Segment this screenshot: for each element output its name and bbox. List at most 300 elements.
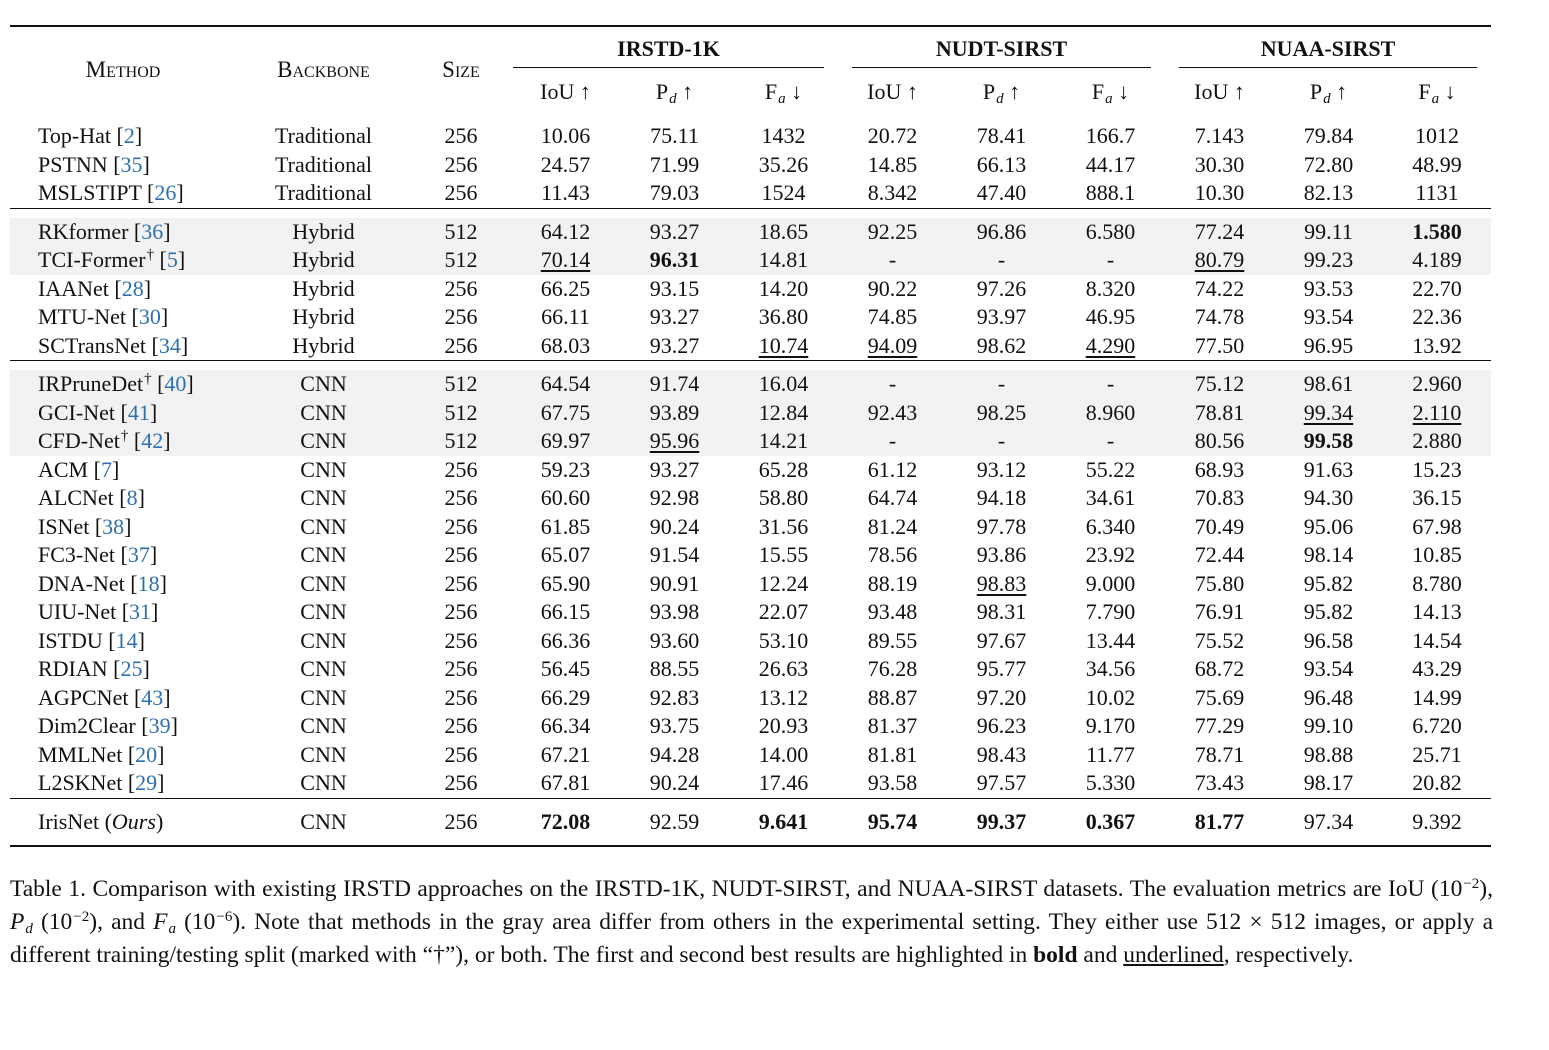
value-cell [1274, 769, 1383, 798]
value: 12.24 [758, 570, 809, 596]
value: 98.88 [1303, 741, 1354, 767]
value-cell [1056, 427, 1165, 456]
value: 64.74 [867, 485, 918, 510]
method-cell: IAANet [28] [38, 275, 152, 301]
size-cell: 256 [444, 304, 478, 329]
method-cell: DNA-Net [18] [38, 570, 167, 596]
value: 48.99 [1412, 151, 1462, 177]
value-cell [1274, 275, 1383, 304]
citation-link[interactable]: 35 [120, 151, 143, 177]
backbone-cell: CNN [236, 427, 411, 456]
value-cell [1274, 246, 1383, 275]
value-cell [620, 741, 729, 770]
value-cell [947, 332, 1056, 361]
value: 44.17 [1085, 151, 1136, 177]
citation-link[interactable]: 2 [123, 123, 135, 148]
metric-subscript: a [1105, 91, 1113, 107]
value-cell [947, 570, 1056, 599]
value: 34.61 [1085, 485, 1136, 510]
value-cell [511, 741, 620, 770]
value-cell [947, 741, 1056, 770]
method-name: DNA-Net [38, 570, 125, 596]
value: 9.000 [1085, 570, 1136, 596]
value: 95.06 [1303, 513, 1354, 539]
value-cell [947, 598, 1056, 627]
value-cell [511, 570, 620, 599]
value: 58.80 [758, 485, 809, 510]
citation-link[interactable]: 43 [141, 684, 164, 710]
value: 14.21 [758, 428, 809, 453]
method-cell: TCI-Former† [5] [10, 246, 236, 275]
value-cell [729, 246, 838, 275]
value: 46.95 [1085, 304, 1136, 329]
value: 79.84 [1303, 123, 1354, 148]
value: 60.60 [540, 485, 591, 510]
citation-link[interactable]: 8 [126, 485, 138, 510]
value-cell [838, 275, 947, 304]
value-cell [838, 627, 947, 656]
value-cell [1383, 303, 1491, 332]
value-cell [620, 246, 729, 275]
value-cell [511, 332, 620, 361]
value: 66.11 [541, 304, 590, 329]
value: 97.34 [1303, 808, 1354, 834]
value-cell [1383, 712, 1491, 741]
metric-subscript: d [1323, 91, 1331, 107]
value-cell [1165, 655, 1274, 684]
method-cell: IrisNet (Ours) [38, 808, 164, 834]
size-cell: 256 [444, 332, 478, 358]
value-cell [729, 513, 838, 542]
value: 12.84 [758, 399, 809, 425]
table-row [10, 570, 1491, 599]
value: 17.46 [758, 770, 809, 795]
value-cell [511, 399, 620, 428]
citation-link[interactable]: 20 [135, 741, 158, 767]
value-cell [1056, 218, 1165, 247]
value: 20.93 [758, 713, 809, 738]
value-cell [947, 712, 1056, 741]
size-cell: 256 [444, 656, 478, 681]
method-cell: ISNet [38] [38, 513, 132, 539]
method-name: IRPruneDet [38, 371, 144, 396]
value: 26.63 [758, 656, 809, 681]
backbone-cell: CNN [300, 513, 347, 539]
value-cell [729, 808, 838, 837]
arrow-icon: ↓ [1439, 79, 1456, 104]
value-cell [1383, 570, 1491, 599]
arrow-icon: ↑ [1003, 79, 1021, 104]
table-caption: Table 1. Comparison with existing IRSTD approaches on the IRSTD-1K, NUDT-SIRST, and NUAA-SIRST datasets. The evaluation metrics are IoU (10−2), Pd (10−2), and Fa (10−6). Note that methods in the gray area differ from others in the experimental setting. They either use 512 × 512 images, or apply a different training/testing split (marked with “†”), or both. The first and second best results are highlighted in bold and underlined, respectively. [10, 876, 1494, 968]
method-name: GCI-Net [38, 399, 115, 425]
value: 1432 [761, 123, 806, 148]
citation-link[interactable]: 38 [102, 513, 125, 539]
method-name: Top-Hat [38, 123, 111, 148]
citation-link[interactable]: 5 [166, 247, 178, 272]
value-cell [729, 456, 838, 485]
value: 67.75 [540, 399, 591, 425]
value-cell [511, 151, 620, 180]
value: 76.91 [1194, 599, 1245, 624]
value-cell [729, 370, 838, 399]
value-cell [1383, 122, 1491, 151]
table-row [10, 122, 1491, 151]
value: 99.37 [976, 808, 1027, 834]
value: 20.72 [867, 123, 918, 148]
value-cell [729, 218, 838, 247]
value-cell [1383, 769, 1491, 798]
size-cell: 256 [444, 123, 478, 148]
value: 96.23 [976, 713, 1027, 738]
citation-link[interactable]: 14 [115, 627, 138, 653]
value-cell [1383, 541, 1491, 570]
value-cell [1383, 275, 1491, 304]
citation-link[interactable]: 26 [154, 180, 177, 205]
value: 74.22 [1194, 275, 1245, 301]
value: 14.85 [867, 151, 918, 177]
value: 22.36 [1412, 304, 1462, 329]
value: 8.960 [1085, 399, 1136, 425]
value: 93.60 [649, 627, 700, 653]
value-cell [838, 456, 947, 485]
citation-link[interactable]: 40 [164, 371, 187, 396]
value-cell [947, 456, 1056, 485]
value-cell [1165, 151, 1274, 180]
method-cell: ALCNet [8] [38, 485, 145, 510]
method-name: ISNet [38, 513, 90, 539]
value: 92.83 [649, 684, 700, 710]
table-row [10, 370, 1491, 399]
value: 93.97 [976, 304, 1027, 329]
value: 72.80 [1303, 151, 1354, 177]
value-cell [1274, 570, 1383, 599]
table-row [10, 456, 1491, 485]
value: 95.77 [976, 656, 1027, 681]
value: 93.27 [649, 218, 700, 244]
value: 14.54 [1412, 627, 1462, 653]
value-cell [1056, 570, 1165, 599]
value-cell [620, 684, 729, 713]
value: 80.79 [1194, 247, 1245, 272]
value: 11.77 [1086, 741, 1135, 767]
value-cell [1165, 218, 1274, 247]
value: - [997, 428, 1006, 453]
citation-link[interactable]: 25 [120, 656, 143, 681]
method-name: RDIAN [38, 656, 108, 681]
value-cell [947, 513, 1056, 542]
value: 98.62 [976, 332, 1027, 358]
method-name: Dim2Clear [38, 713, 136, 738]
backbone-cell: CNN [300, 485, 347, 510]
value-cell [511, 246, 620, 275]
value-cell [947, 275, 1056, 304]
arrow-icon: ↓ [785, 79, 803, 104]
arrow-icon: ↑ [574, 79, 591, 104]
backbone-cell: CNN [300, 770, 347, 795]
value-cell [729, 303, 838, 332]
value-cell [620, 769, 729, 798]
backbone-cell: CNN [300, 599, 347, 624]
size-cell: 256 [444, 456, 478, 482]
value: 65.07 [540, 542, 591, 567]
value: 93.48 [867, 599, 918, 624]
value-cell [1165, 741, 1274, 770]
value-cell [838, 179, 947, 208]
value: 69.97 [540, 428, 591, 453]
citation-link[interactable]: 41 [127, 399, 150, 425]
metric-name: P [1309, 79, 1323, 104]
arrow-icon: ↑ [901, 79, 918, 104]
table-row [10, 712, 1491, 741]
value: 35.26 [758, 151, 809, 177]
method-cell: MTU-Net [30] [38, 304, 169, 329]
value-cell [1056, 598, 1165, 627]
value: 92.59 [649, 808, 700, 834]
method-cell: AGPCNet [43] [38, 684, 171, 710]
metric-subscript: d [996, 91, 1004, 107]
value-cell [838, 370, 947, 399]
backbone-cell: Traditional [275, 151, 372, 177]
value: 93.58 [867, 770, 918, 795]
value: 98.43 [976, 741, 1027, 767]
table-row [10, 151, 1491, 180]
value-cell [729, 769, 838, 798]
value: 98.17 [1303, 770, 1354, 795]
metric-name: F [1091, 79, 1105, 104]
value-cell [1056, 151, 1165, 180]
value-cell [1383, 218, 1491, 247]
value-cell [1056, 769, 1165, 798]
value-cell [1274, 399, 1383, 428]
value-cell [1165, 484, 1274, 513]
citation-link[interactable]: 7 [100, 456, 112, 482]
value-cell [1383, 684, 1491, 713]
value: 13.12 [758, 684, 809, 710]
backbone-cell: CNN [300, 456, 347, 482]
value-cell [511, 456, 620, 485]
value: - [1106, 371, 1115, 396]
value: 73.43 [1194, 770, 1245, 795]
value: 97.20 [976, 684, 1027, 710]
backbone-cell: CNN [236, 399, 411, 428]
value-cell [1165, 122, 1274, 151]
value-cell [729, 655, 838, 684]
dagger-mark: † [146, 247, 155, 263]
value-cell [620, 332, 729, 361]
value: 22.70 [1412, 275, 1462, 301]
method-name: PSTNN [38, 151, 108, 177]
value: 88.55 [649, 656, 700, 681]
citation-link[interactable]: 28 [121, 275, 144, 301]
value-cell [511, 598, 620, 627]
value-cell [1056, 456, 1165, 485]
value-cell [838, 808, 947, 837]
value-cell [620, 151, 729, 180]
value-cell [620, 513, 729, 542]
value: 9.170 [1085, 713, 1136, 738]
value-cell [1274, 484, 1383, 513]
value-cell [947, 484, 1056, 513]
value: 20.82 [1412, 770, 1462, 795]
citation-link[interactable]: 34 [158, 332, 181, 358]
value: 90.91 [649, 570, 700, 596]
value-cell [838, 122, 947, 151]
value-cell [838, 218, 947, 247]
value-cell [620, 456, 729, 485]
value-cell [1056, 684, 1165, 713]
value: 94.18 [976, 485, 1027, 510]
value: 66.15 [540, 599, 591, 624]
value: 96.48 [1303, 684, 1354, 710]
citation-link[interactable]: 36 [141, 218, 164, 244]
value: 81.24 [867, 513, 918, 539]
size-cell: 256 [444, 542, 478, 567]
value: 99.58 [1303, 428, 1354, 453]
value: 9.392 [1412, 808, 1462, 834]
citation-link[interactable]: 18 [137, 570, 160, 596]
backbone-cell: Traditional [275, 180, 372, 205]
citation-link[interactable]: 42 [141, 428, 164, 453]
value: 94.30 [1303, 485, 1354, 510]
value-cell [1165, 769, 1274, 798]
value: 74.85 [867, 304, 918, 329]
value-cell [729, 627, 838, 656]
subscript: d [25, 921, 33, 937]
value: 96.58 [1303, 627, 1354, 653]
citation-link[interactable]: 31 [129, 599, 152, 624]
method-cell: GCI-Net [41] [10, 399, 236, 428]
value-cell [729, 712, 838, 741]
citation-link[interactable]: 39 [148, 713, 171, 738]
method-name: SCTransNet [38, 332, 146, 358]
value-cell [1165, 513, 1274, 542]
metric-header [838, 71, 947, 113]
dagger-mark: † [120, 428, 129, 444]
spacer [10, 798, 1491, 808]
value: 77.24 [1194, 218, 1245, 244]
value: 13.44 [1085, 627, 1136, 653]
backbone-cell: Hybrid [292, 275, 355, 301]
value-cell [838, 570, 947, 599]
value-cell [1165, 570, 1274, 599]
value: 15.23 [1412, 456, 1462, 482]
value: 36.80 [758, 304, 809, 329]
dataset-nuaa-sirst: NUAA-SIRST [1165, 26, 1491, 71]
value-cell [947, 655, 1056, 684]
value-cell [1165, 627, 1274, 656]
arrow-icon: ↑ [1228, 79, 1245, 104]
value: 92.43 [867, 399, 918, 425]
size-cell: 256 [444, 485, 478, 510]
backbone-cell: Hybrid [236, 218, 411, 247]
value: 93.54 [1303, 304, 1354, 329]
method-cell: SCTransNet [34] [38, 332, 189, 358]
value-cell [1165, 332, 1274, 361]
value: 24.57 [540, 151, 591, 177]
method-cell: FC3-Net [37] [38, 542, 158, 567]
value: 71.99 [649, 151, 700, 177]
size-cell: 256 [444, 713, 478, 738]
value: 81.81 [867, 741, 918, 767]
size-cell: 256 [444, 513, 478, 539]
value-cell [1383, 370, 1491, 399]
value-cell [1274, 151, 1383, 180]
value: 99.23 [1303, 247, 1354, 272]
value-cell [1274, 655, 1383, 684]
backbone-cell: CNN [300, 656, 347, 681]
value-cell [1383, 513, 1491, 542]
value: 6.340 [1085, 513, 1136, 539]
value: 99.11 [1304, 218, 1353, 244]
citation-link[interactable]: 37 [127, 542, 150, 567]
value: 7.143 [1194, 123, 1245, 148]
value-cell [838, 332, 947, 361]
value-cell [1274, 218, 1383, 247]
value-cell [1056, 655, 1165, 684]
table-row [10, 627, 1491, 656]
backbone-cell: Hybrid [292, 304, 355, 329]
value-cell [838, 303, 947, 332]
value: 10.02 [1085, 684, 1136, 710]
value-cell [838, 246, 947, 275]
value-cell [947, 769, 1056, 798]
value: 4.290 [1085, 332, 1136, 358]
metric-name: IoU [867, 79, 902, 104]
value: 1012 [1415, 123, 1460, 148]
value-cell [1274, 303, 1383, 332]
value-cell [620, 484, 729, 513]
value-cell [947, 541, 1056, 570]
value: 93.86 [976, 542, 1027, 567]
value-cell [1056, 484, 1165, 513]
method-name: UIU-Net [38, 599, 117, 624]
size-cell: 256 [444, 684, 478, 710]
value: 16.04 [758, 371, 809, 396]
value-cell [1274, 179, 1383, 208]
value-cell [1274, 513, 1383, 542]
size-cell: 256 [444, 151, 478, 177]
value: 72.44 [1194, 542, 1245, 567]
method-cell: MSLSTIPT [26] [38, 180, 184, 205]
arrow-icon: ↓ [1112, 79, 1130, 104]
value: 95.82 [1303, 599, 1354, 624]
value: 93.27 [649, 332, 700, 358]
value-cell [838, 541, 947, 570]
method-name: FC3-Net [38, 542, 115, 567]
value-cell [1274, 684, 1383, 713]
table-figure [10, 25, 1493, 972]
table-row [10, 179, 1491, 208]
value: 10.06 [540, 123, 591, 148]
value-cell [947, 399, 1056, 428]
method-cell: ISTDU [14] [38, 627, 145, 653]
citation-link[interactable]: 30 [138, 304, 161, 329]
value-cell [1274, 456, 1383, 485]
value-cell [1274, 427, 1383, 456]
value: 99.10 [1303, 713, 1354, 738]
value: 66.25 [540, 275, 591, 301]
ours-label: Ours [111, 808, 156, 834]
size-cell: 256 [444, 599, 478, 624]
backbone-cell: CNN [300, 570, 347, 596]
value: - [888, 247, 897, 272]
value: 93.27 [649, 304, 700, 329]
value: - [888, 371, 897, 396]
arrow-icon: ↑ [676, 79, 694, 104]
value: 43.29 [1412, 656, 1462, 681]
citation-link[interactable]: 29 [135, 770, 158, 795]
method-name: ALCNet [38, 485, 114, 510]
